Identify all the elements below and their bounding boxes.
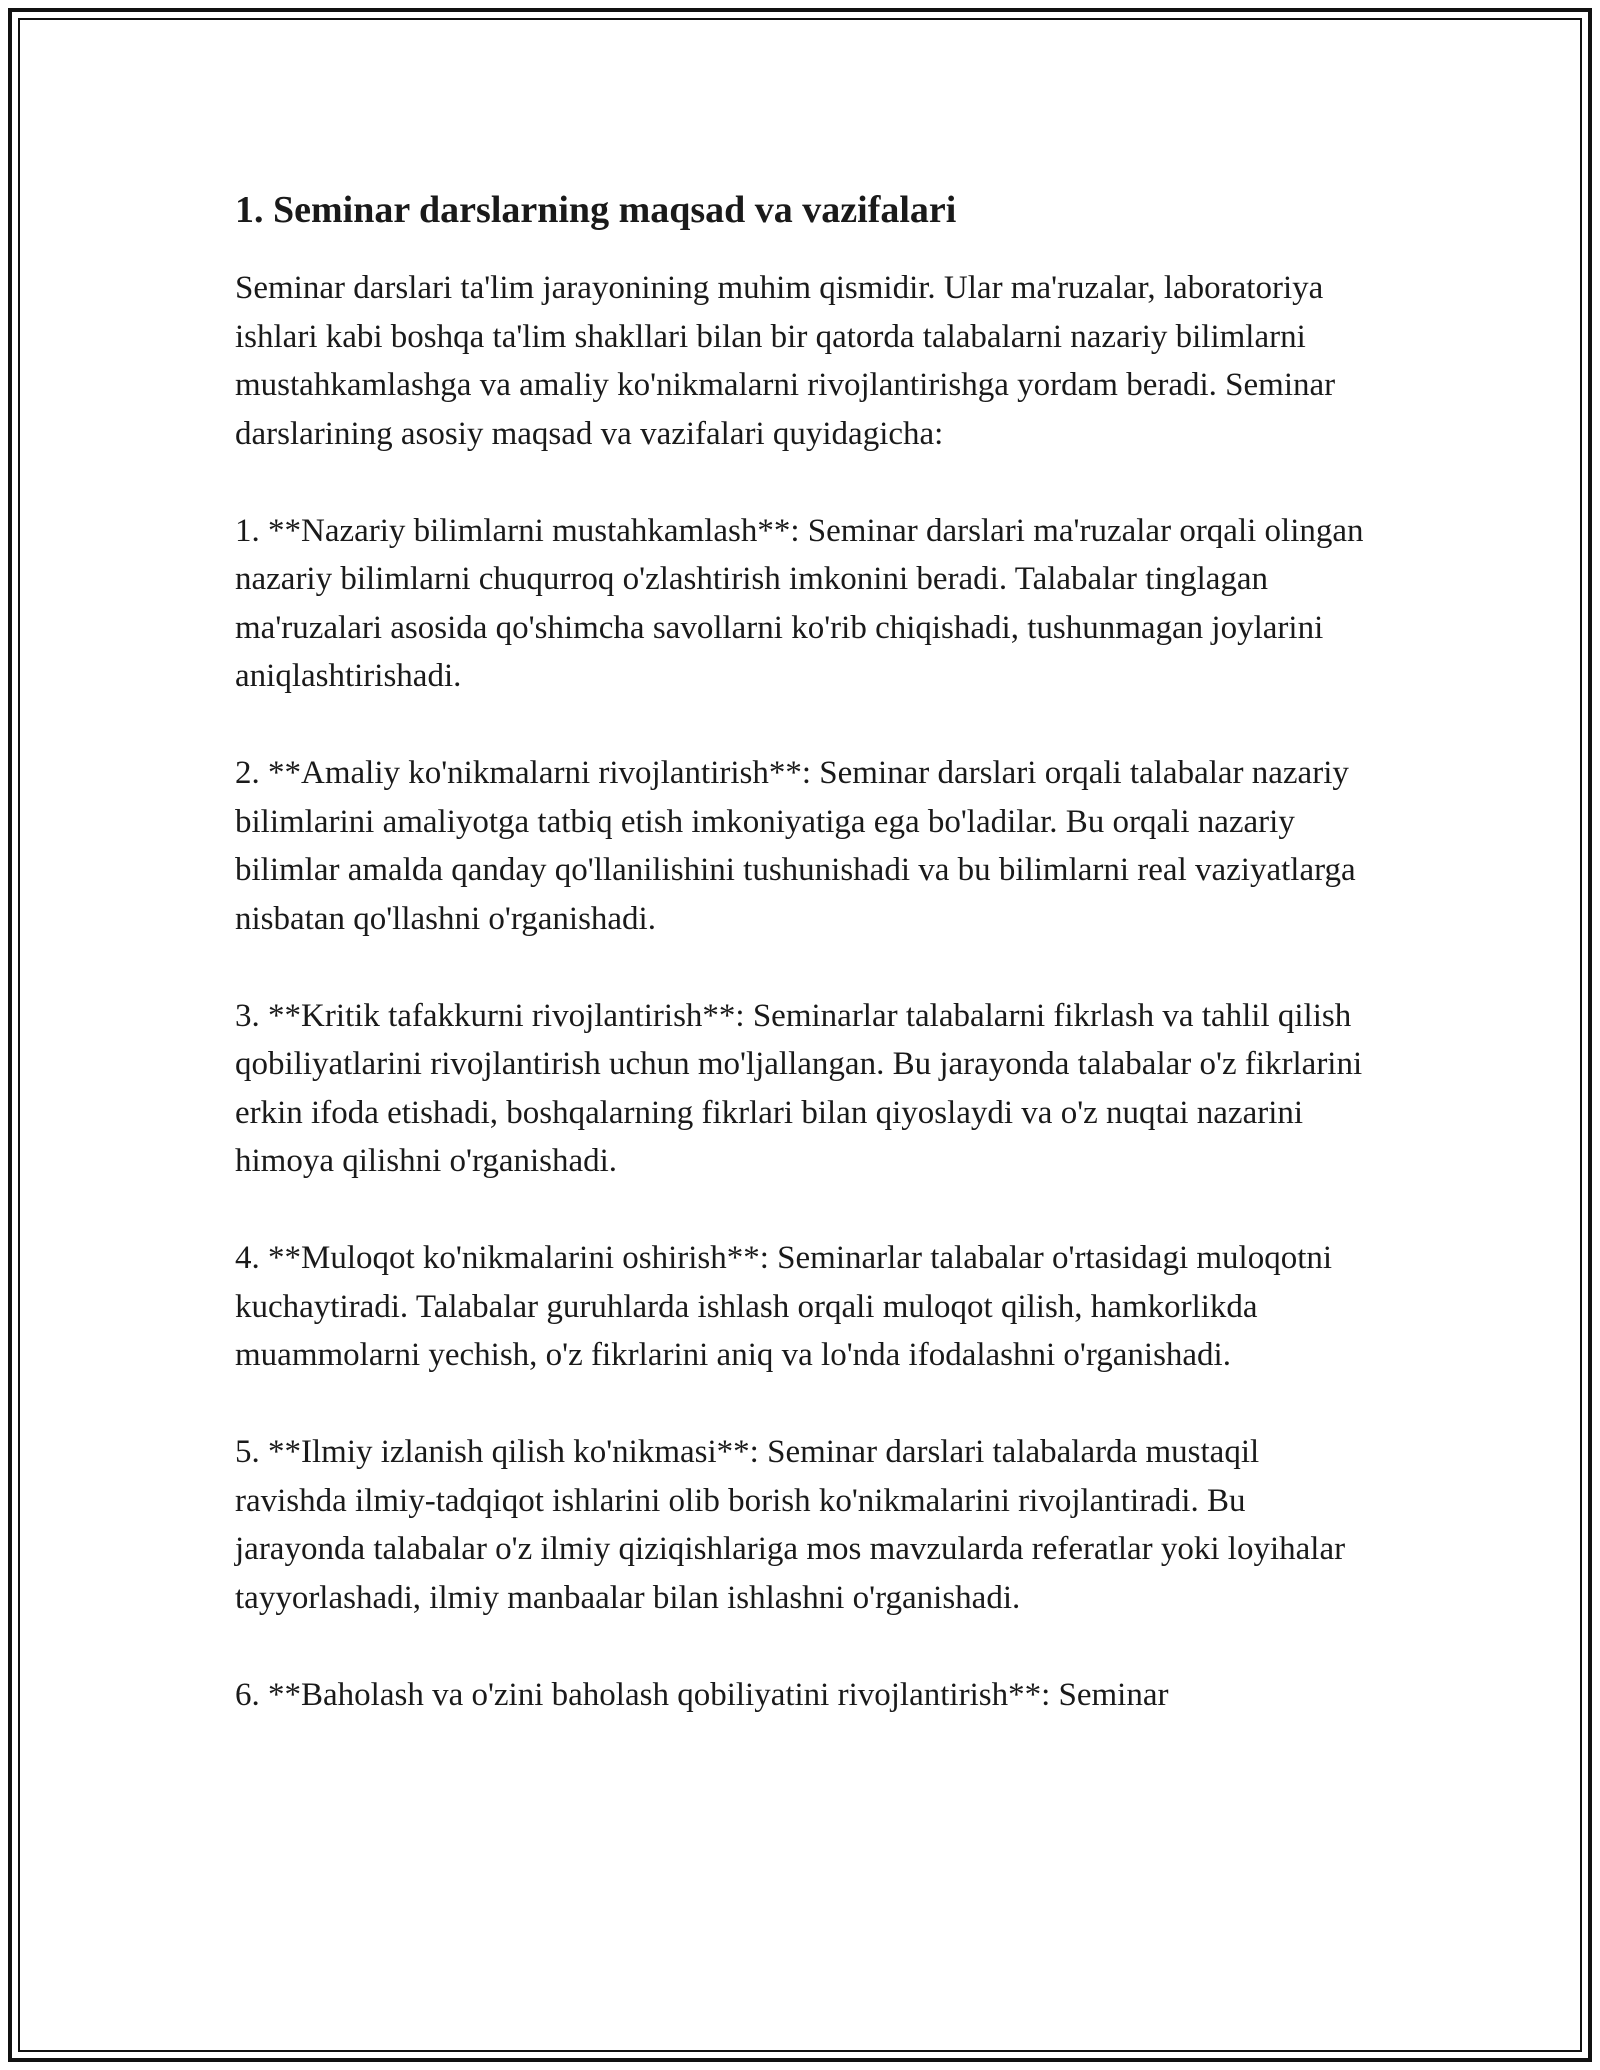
document-body (235, 186, 1375, 1768)
list-item-5: 5. **Ilmiy izlanish qilish ko'nikmasi**: Seminar darslari talabalarda mustaqil ravishda ilmiy-tadqiqot ishlarini olib borish ko'nikmalarini rivojlantiradi. Bu jarayonda talabalar o'z ilmiy qiziqishlariga mos mavzularda referatlar yoki loyihalar tayyorlashadi, ilmiy manbaalar bilan ishlashni o'rganishadi. (235, 1434, 1346, 1616)
list-item-3: 3. **Kritik tafakkurni rivojlantirish**: Seminarlar talabalarni fikrlash va tahlil qilish qobiliyatlarini rivojlantirish uchun mo'ljallangan. Bu jarayonda talabalar o'z fikrlarini erkin ifoda etishadi, boshqalarning fikrlari bilan qiyoslaydi va o'z nuqtai nazarini himoya qilishni o'rganishadi. (235, 997, 1363, 1179)
list-item-2: 2. **Amaliy ko'nikmalarni rivojlantirish**: Seminar darslari orqali talabalar nazariy bilimlarini amaliyotga tatbiq etish imkoniyatiga ega bo'ladilar. Bu orqali nazariy bilimlar amalda qanday qo'llanilishini tushunishadi va bu bilimlarni real vaziyatlarga nisbatan qo'llashni o'rganishadi. (235, 755, 1356, 937)
document-title: 1. Seminar darslarning maqsad va vazifalari (235, 189, 957, 231)
intro-paragraph: Seminar darslari ta'lim jarayonining muhim qismidir. Ular ma'ruzalar, laboratoriya ishlari kabi boshqa ta'lim shakllari bilan bir qatorda talabalarni nazariy bilimlarni mustahkamlashga va amaliy ko'nikmalarni rivojlantirishga yordam beradi. Seminar darslarining asosiy maqsad va vazifalari quyidagicha: (235, 270, 1336, 452)
list-item-6: 6. **Baholash va o'zini baholash qobiliyatini rivojlantirish**: Seminar (235, 1676, 1169, 1713)
list-item-4: 4. **Muloqot ko'nikmalarini oshirish**: Seminarlar talabalar o'rtasidagi muloqotni kuchaytiradi. Talabalar guruhlarda ishlash orqali muloqot qilish, hamkorlikda muammolarni yechish, o'z fikrlarini aniq va lo'nda ifodalashni o'rganishadi. (235, 1240, 1333, 1373)
list-item-1: 1. **Nazariy bilimlarni mustahkamlash**: Seminar darslari ma'ruzalar orqali olingan nazariy bilimlarni chuqurroq o'zlashtirish imkonini beradi. Talabalar tinglagan ma'ruzalari asosida qo'shimcha savollarni ko'rib chiqishadi, tushunmagan joylarini aniqlashtirishadi. (235, 512, 1364, 694)
